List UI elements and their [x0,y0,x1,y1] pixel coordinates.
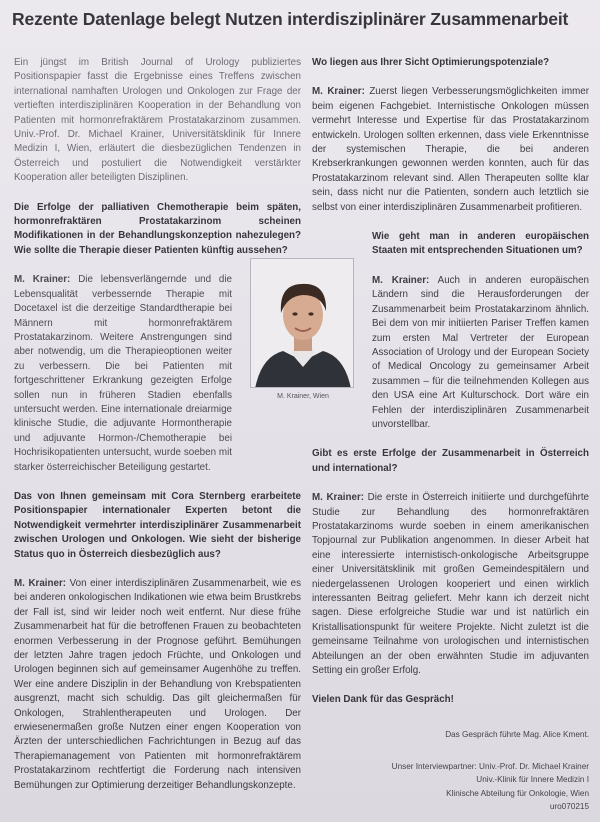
speaker-label: M. Krainer: [14,578,67,589]
speaker-label: M. Krainer: [312,492,365,504]
question-3: Wo liegen aus Ihrer Sicht Optimierungspotenziale? [312,57,550,68]
right-column [312,56,589,813]
interviewer-credit: Das Gespräch führte Mag. Alice Kment. [445,729,589,739]
answer-3-body: Zuerst liegen Verbesserungsmöglichkeiten immer beim eigenen Fachgebiet. Internistische Onkologen müssen vermehrt Interesse und Expertise für das Prostatakarzinom entwickeln. Urologen sollten erkennen, dass viele Erkenntnisse der systemischen Therapie, die bei anderen Krebserkrankungen gewonnen werden konnten, auch für das Prostatakarzinom relevant sind. Allen Therapeuten sollte klar sein, dass nicht nur die Patienten, sondern auch letztlich sie selbst von einer interdisziplinären Zusammenarbeit profitieren. [312,86,589,213]
answer-1-text [14,273,232,475]
answer-4-text-wrap [372,274,589,432]
answer-2-text [14,577,301,793]
question-4-wrap [372,230,589,432]
interview-partner-block [312,760,589,813]
answer-2-body: Von einer interdisziplinären Zusammenarbeit, wie es bei anderen onkologischen Indikationen wie etwa beim Brustkrebs der Fall ist, sind wir leider noch weit entfernt. Nur diese frühe Zusammenarbeit hat für die betroffenen Frauen zu beobachteten enormen Verbesserung in der Prognose geführt. Bemühungen der letzten Jahre tragen jedoch Früchte, und Onkologen und Urologen beginnen sich auf gemeinsamer Augenhöhe zu treffen. Wer eine andere Disziplin in der Behandlung von Krebspatienten ausgrenzt, macht sich schuldig. Das gilt gleichermaßen für Onkologen, Strahlentherapeuten und Urologen. Der erwiesenermaßen große Nutzen einer engen Kooperation von Ärzten der unterschiedlichen Fachrichtungen in Bezug auf das Therapiemanagement von Patienten mit hormonrefraktärem Prostatakarzinom rechtfertigt die Forderung nach intensiven Bemühungen zur Optimierung derzeitiger Behandlungskonzepte. [14,578,302,791]
question-2: Das von Ihnen gemeinsam mit Cora Sternberg erarbeitete Positionspapier internationaler Experten betont die Notwendigkeit vermehrter interdisziplinärer Zusammenarbeit zwischen Urologen und Onkologen. Wie sieht der bisherige Status quo in Österreich diesbezüglich aus? [14,490,301,560]
intro-paragraph: Ein jüngst im British Journal of Urology publiziertes Positionspapier fasst die Ergebnisse eines Treffens zwischen international namhaften Urologen und Onkologen zur Frage der vertieften interdisziplinären Kooperation in der Behandlung von Patienten mit hormonrefraktärem Prostatakarzinom zusammen. Univ.-Prof. Dr. Michael Krainer, Universitätsklinik für Innere Medizin I, Wien, erläutert die diesbezüglichen Tendenzen in Österreich und postuliert die Notwendigkeit verstärkter Kooperation aller beteiligten Disziplinen. [14,57,301,184]
portrait-caption: M. Krainer, Wien [277,393,329,400]
speaker-label: M. Krainer: [312,86,365,98]
partner-line-2: Univ.-Klinik für Innere Medizin I [476,775,589,785]
answer-3-text [312,85,589,215]
partner-line-3: Klinische Abteilung für Onkologie, Wien [446,788,589,798]
closing-thanks: Vielen Dank für das Gespräch! [312,694,454,706]
speaker-label: M. Krainer: [372,274,430,286]
partner-line-1: Unser Interviewpartner: Univ.-Prof. Dr. Michael Krainer [391,762,589,772]
answer-4-body: Auch in anderen europäischen Ländern sind die Herausforderungen der Zusammenarbeit beim Prostatakarzinom ähnlich. Bei dem von mir initiierten Pariser Treffen kamen zum ersten Mal Vertreter der European Association of Urology und der European Society of Medical Oncology zu gemeinsamer Arbeit zusammen – für die teilnehmenden Kollegen aus den USA eine Art Kulturschock. Dort wäre ein Fehlen der interdisziplinären Zusammenarbeit unvorstellbar. [372,274,589,430]
answer-1-body: Die lebensverlängernde und die Lebensqualität verbessernde Therapie mit Docetaxel ist die derzeitige Standardtherapie bei Männern mit hormonrefraktärem Prostatakarzinom. Weitere Anstrengungen sind aber notwendig, um die Therapieoptionen weiter zu verbessern. Die bei Patienten mit fortgeschrittener Erkrankung gezeigten Erfolge sollen nun in früheren Stadien ebenfalls untersucht werden. Eine internationale dreiarmige klinische Studie, die adjuvante Hormontherapie und adjuvante Hormon-/Chemotherapie bei Hochrisikopatienten untersucht, wurde soeben mit starker österreichischer Beteiligung gestartet. [14,274,232,473]
question-5: Gibt es erste Erfolge der Zusammenarbeit in Österreich und international? [312,448,589,474]
speaker-label: M. Krainer: [14,274,71,286]
answer-5-text [312,491,589,678]
left-column [14,56,301,808]
article-headline: Rezente Datenlage belegt Nutzen interdisziplinärer Zusammenarbeit [12,9,569,29]
answer-5-body: Die erste in Österreich initiierte und durchgeführte Studie zur Behandlung des hormonrefraktären Prostatakarzinoms wurde soeben in einem amerikanischen Topjournal zur Publikation angenommen. In dieser Arbeit hat eine interessierte internistisch-onkologische Arbeitsgruppe einer Universitätsklinik mit großen Gemeindespitälern und niedergelassenen Urologen kooperiert und einen wirklich interessanten Beitrag geliefert. Mehr kann ich derzeit nicht sagen. Diese erfolgreiche Studie war und ist natürlich ein Kristallisationspunkt für weitere Projekte. Nicht zuletzt ist die gemeinsame Teilnahme von urologischen und internistischen Abteilungen an der oben erwähnten Studie im adjuvanten Setting ein großer Erfolg. [312,492,590,677]
article-code: uro070215 [549,801,589,811]
question-1: Die Erfolge der palliativen Chemotherapie beim späten, hormonrefraktären Prostatakarzinom scheinen Modifikationen in der Behandlungskonzeption nahezulegen? Wie sollte die Therapie dieser Patienten künftig aussehen? [14,201,301,256]
question-4: Wie geht man in anderen europäischen Staaten mit entsprechenden Situationen um? [372,231,589,257]
